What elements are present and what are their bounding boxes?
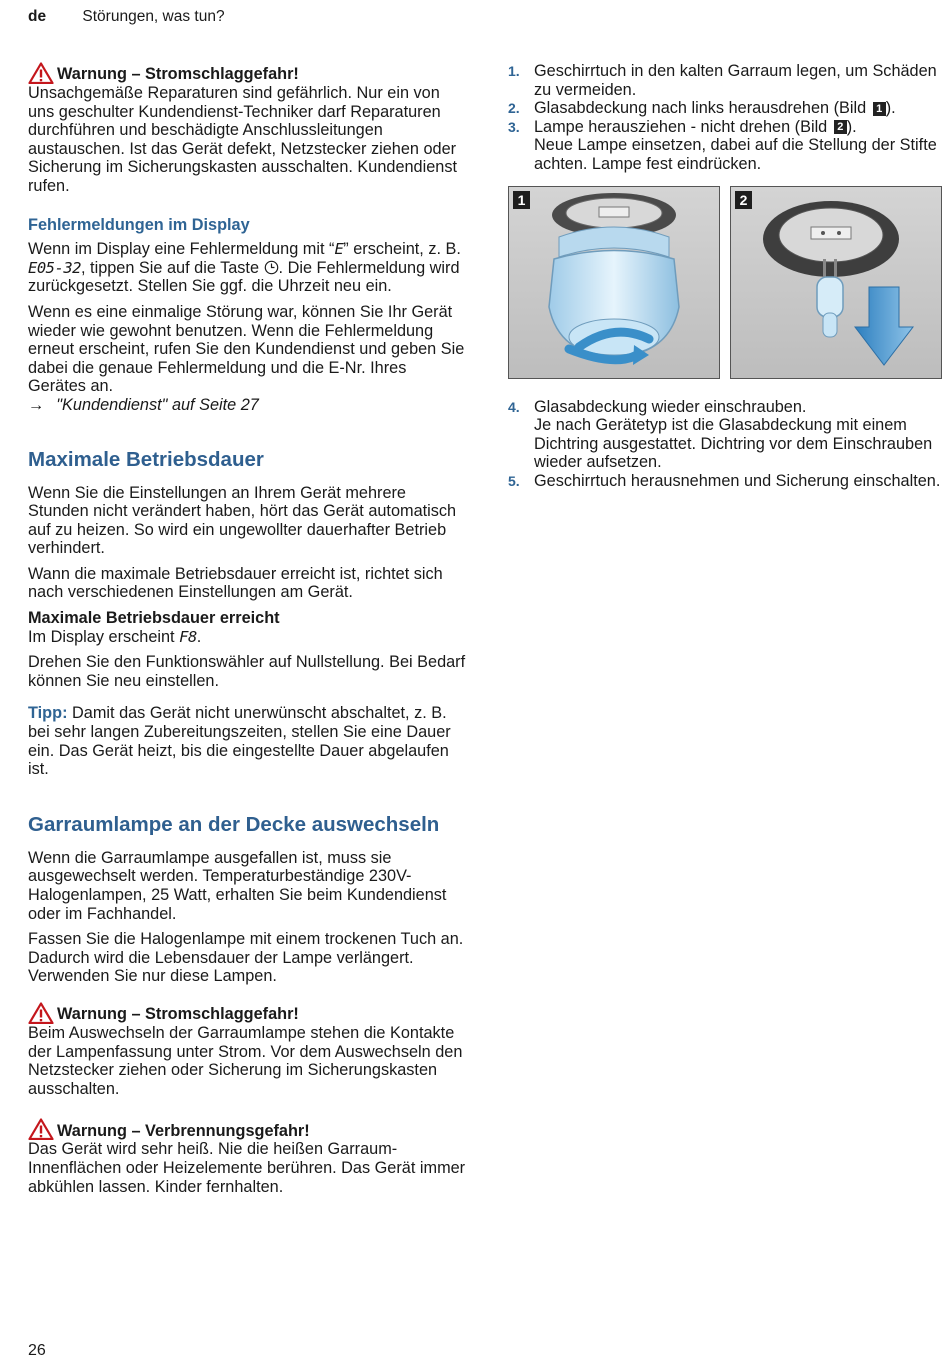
step-item: 4. Glasabdeckung wieder einschrauben. Je nach Gerätetyp ist die Glasabdeckung mit einem Dichtring ausgestattet. Dichtring vor dem Einschrauben wieder aufsetzen. [508, 397, 933, 472]
tip-paragraph: Tipp: Damit das Gerät nicht unerwünscht abschaltet, z. B. bei sehr langen Zubereitungszeiten, stellen Sie eine Dauer ein. Das Gerät heizt, bis die eingestellte Dauer abgelaufen ist. [28, 704, 451, 779]
arrow-right-icon: → [28, 395, 45, 414]
warning-text: Unsachgemäße Reparaturen sind gefährlich. Nur ein von uns geschulter Kundendienst-Techniker darf Reparaturen durchführen und beschädigte Anschlussleitungen austauschen. Ist das Gerät defekt, Netzstecker ziehen oder Sicherung im Sicherungskasten ausschalten. Kundendienst rufen. [28, 84, 458, 195]
warning-triangle-icon [28, 1002, 54, 1024]
figure-label-1: 1 [513, 191, 530, 209]
warning-triangle-icon [28, 62, 54, 84]
warning-text: Das Gerät wird sehr heiß. Nie die heißen Garraum-Innenflächen oder Heizelemente berühren. Das Gerät immer abkühlen lassen. Kinder fernhalten. [28, 1140, 466, 1196]
steps-list-a [508, 62, 944, 174]
figure-ref-badge: 1 [873, 102, 886, 116]
warning-triangle-icon [28, 1118, 54, 1140]
display-symbol-e: E [334, 240, 344, 259]
step-item: 5. Geschirrtuch herausnehmen und Sicherung einschalten. [508, 471, 941, 490]
display-code-f8: F8 [179, 627, 197, 646]
language-code: de [28, 8, 47, 25]
betrieb-paragraph-2: Wann die maximale Betriebsdauer erreicht ist, richtet sich nach verschiedenen Einstellungen am Gerät. [28, 564, 443, 602]
lampe-paragraph-1: Wenn die Garraumlampe ausgefallen ist, muss sie ausgewechselt werden. Temperaturbeständige 230V-Halogenlampen, 25 Watt, erhalten Sie beim Kundendienst oder im Fachhandel. [28, 848, 447, 923]
fehler-paragraph-1: Wenn im Display eine Fehlermeldung mit “E” erscheint, z. B. E05-32, tippen Sie auf die Taste . Die Fehlermeldung wird zurückgesetzt. Stellen Sie ggf. die Uhrzeit neu ein. [28, 240, 461, 296]
figure-2-pull-lamp [730, 186, 942, 379]
figure-1-unscrew-cover [508, 186, 720, 379]
warning-title: Warnung – Verbrennungsgefahr! [28, 1118, 468, 1140]
page-number: 26 [28, 1342, 46, 1359]
halogen-lamp-illustration [731, 187, 941, 378]
chapter-title: Störungen, was tun? [82, 8, 225, 25]
figure-label-2: 2 [735, 191, 752, 209]
betrieb-subheading: Maximale Betriebsdauer erreicht [28, 609, 280, 628]
betrieb-paragraph-3: Im Display erscheint F8. [28, 627, 202, 646]
section-heading-fehlermeldungen: Fehlermeldungen im Display [28, 215, 250, 234]
betrieb-paragraph-4: Drehen Sie den Funktionswähler auf Nullstellung. Bei Bedarf können Sie neu einstellen. [28, 653, 466, 690]
lampe-paragraph-2: Fassen Sie die Halogenlampe mit einem trockenen Tuch an. Dadurch wird die Lebensdauer der Lampe verlängert. Verwenden Sie nur diese Lampen. [28, 930, 464, 986]
section-title-garraumlampe: Garraumlampe an der Decke auswechseln [28, 812, 440, 836]
step-item: 3. Lampe herausziehen - nicht drehen (Bild 2 ). Neue Lampe einsetzen, dabei auf die Stellung der Stifte achten. Lampe fest eindrücken. [508, 117, 937, 173]
display-code: E05-32 [28, 258, 81, 277]
reference-link[interactable]: "Kundendienst" auf Seite 27 [56, 395, 259, 414]
warning-box-electric-1 [28, 62, 468, 196]
step-item: 2. Glasabdeckung nach links herausdrehen (Bild 1 ). [508, 99, 896, 118]
steps-list-b [508, 398, 944, 491]
lamp-cover-illustration [509, 187, 719, 378]
warning-box-electric-2 [28, 1002, 468, 1098]
section-title-betriebsdauer: Maximale Betriebsdauer [28, 447, 264, 471]
step-item: 1. Geschirrtuch in den kalten Garraum legen, um Schäden zu vermeiden. [508, 62, 937, 99]
warning-text: Beim Auswechseln der Garraumlampe stehen die Kontakte der Lampenfassung unter Strom. Vor dem Auswechseln den Netzstecker ziehen oder Sicherung im Sicherungskasten ausschalten. [28, 1023, 463, 1098]
figure-ref-badge: 2 [834, 120, 847, 134]
warning-title: Warnung – Stromschlaggefahr! [28, 1002, 468, 1024]
cross-reference[interactable] [28, 396, 468, 415]
right-column [508, 62, 944, 491]
betrieb-paragraph-1: Wenn Sie die Einstellungen an Ihrem Gerät mehrere Stunden nicht verändert haben, hört das Gerät automatisch auf zu heizen. So wird ein ungewollter dauerhafter Betrieb verhindert. [28, 483, 457, 558]
left-column [28, 62, 468, 1216]
tip-label: Tipp: [28, 704, 68, 723]
warning-title: Warnung – Stromschlaggefahr! [28, 62, 468, 84]
page-header [28, 8, 225, 26]
clock-icon [264, 260, 279, 275]
fehler-paragraph-2: Wenn es eine einmalige Störung war, können Sie Ihr Gerät wieder wie gewohnt benutzen. Wenn die Fehlermeldung erneut erscheint, rufen Sie den Kundendienst und geben Sie dabei die genaue Fehlermeldung und die E-Nr. Ihres Gerätes an. [28, 302, 465, 396]
figures-row [508, 186, 944, 379]
warning-box-burn [28, 1118, 468, 1196]
